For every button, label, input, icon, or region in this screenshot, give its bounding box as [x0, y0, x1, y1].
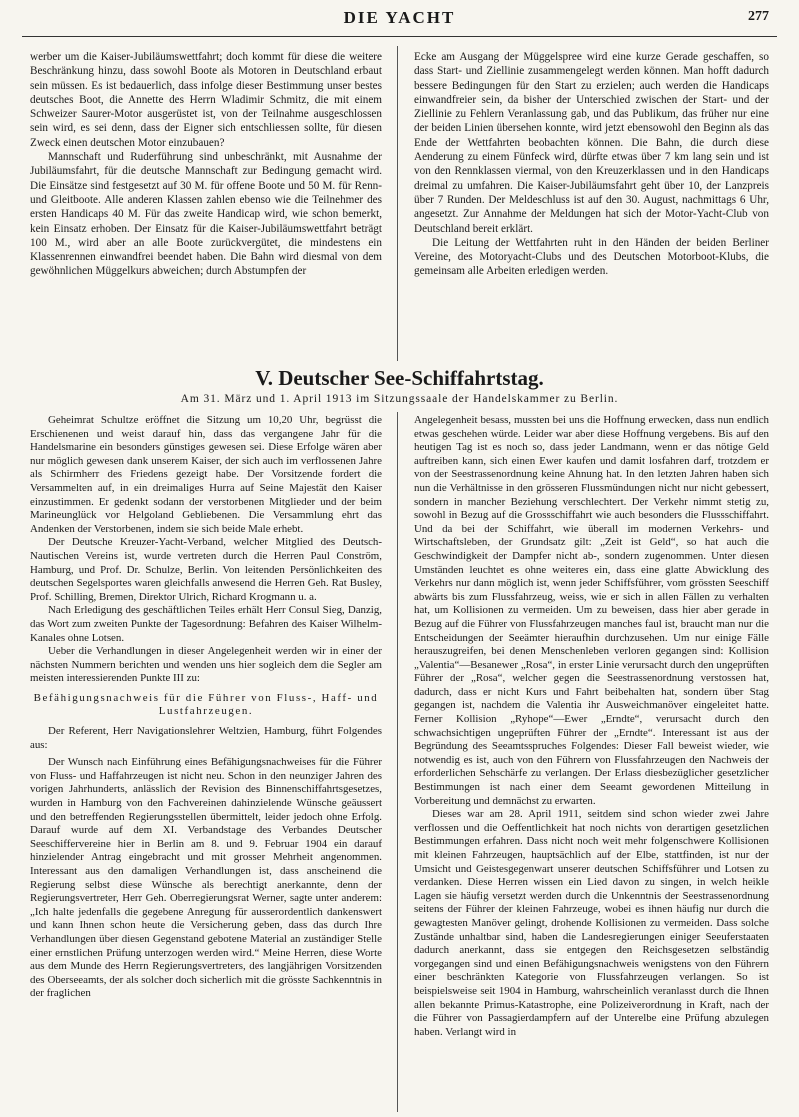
column-divider-top: [397, 46, 398, 361]
bottom-left-column: [30, 414, 382, 1001]
journal-title: DIE YACHT: [343, 8, 456, 27]
paragraph: Geheimrat Schultze eröffnet die Sitzung um 10,20 Uhr, begrüsst die Erschienenen und weist darauf hin, dass das vergangene Jahr für die Handelsmarine ein besonders günstiges gewesen sei. Diese Erfolge wären aber nur möglich gewesen dank unserem Kaiser, der sich auch im verflossenen Jahre als Schirmherr des Friedens gezeigt habe. Der Vorsitzende fordert die Versammelten auf, in ein dreimaliges Hurra auf Seine Majestät den Kaiser einzustimmen. Er gedenkt sodann der verstorbenen Mitglieder und der beim Marineunglück vor Helgoland Gebliebenen. Die Versammlung ehrt das Andenken der Verstorbenen, indem sie sich beide Male erhebt.: [30, 414, 382, 535]
section-title: V. Deutscher See-Schiffahrtstag.: [255, 366, 544, 390]
subheading: Befähigungsnachweis für die Führer von Fluss-, Haff- und Lustfahrzeugen.: [33, 691, 379, 718]
bottom-right-column: [414, 414, 769, 1039]
paragraph: Mannschaft und Ruderführung sind unbeschränkt, mit Ausnahme der Jubiläumsfahrt, für die deutsche Mannschaft zur Bedingung gemacht wird. Die Einsätze sind festgesetzt auf 30 M. für offene Boote und 50 M. für Renn- und Gleitboote. Alle anderen Klassen zahlen ebenso wie die Teilnehmer des ersten Handicaps 40 M. Für das zweite Handicap wird, wie schon bemerkt, kein Einsatz erhoben. Der Einsatz für die Kaiser-Jubiläumswettfahrt beträgt 100 M., wird aber an alle Boote zurückvergütet, die mindestens ein Klassenrennen einwandfrei beendet haben. Die Bahn wird diesmal von dem gewöhnlichen Müggelkurs abweichen; durch Abstumpfen der: [30, 151, 382, 278]
quoted-paragraph: Der Wunsch nach Einführung eines Befähigungsnachweises für die Führer von Fluss- und Haffahrzeugen ist nicht neu. Schon in den neunziger Jahren des vorigen Jahrhunderts, anlässlich der Revision des Binnenschiffahrtsgesetzes, wurden in Hamburg von den Fachvereinen dahinzielende Wünsche geäussert und den betreffenden Regierungsstellen übermittelt, leider jedoch ohne Erfolg. Darauf wurde auf dem XI. Verbandstage des Verbandes Deutscher Seeschiffervereine hier in Berlin am 8. und 9. Februar 1904 ein darauf hinzielender Antrag eingebracht und mit grosser Mehrheit angenommen. Interessant aus den damaligen Verhandlungen ist, dass anscheinend die Regierung selbst diese Wünsche als berechtigt anerkannte, denn der Regierungsvertreter, Herr Geh. Oberregierungsrat Werner, sagte unter anderem: „Ich halte jedenfalls die gegebene Anregung für ausserordentlich dankenswert und kann Ihnen schon heute die Versicherung geben, dass das durch Ihre Verhandlungen über diesen Gegenstand gebotene Material an zuständiger Stelle einer ernstlichen Prüfung unterzogen werden wird.“ Meine Herren, diese Worte aus dem Munde des Herrn Regierungsvertreters, des langjährigen Vorsitzenden des Oberseeamts, der als solcher doch sicherlich mit die grösste Sachkenntnis in der fraglichen: [30, 756, 382, 1000]
top-right-column: [414, 50, 769, 279]
paragraph: Nach Erledigung des geschäftlichen Teiles erhält Herr Consul Sieg, Danzig, das Wort zum zweiten Punkte der Tagesordnung: Befahren des Kaiser Wilhelm-Kanales ohne Lotsen.: [30, 604, 382, 644]
paragraph: Ecke am Ausgang der Müggelspree wird eine kurze Gerade geschaffen, so dass Start- und Ziellinie zusammengelegt werden können. Man hofft dadurch bessere Bedingungen für den Start zu erzielen; auch werden die Handicaps einwandfreier sein, da bisher der Unterschied zwischen der Start- und der Ziellinie zu Fehlern Veranlassung gab, und das Publikum, das früher nur eine der beiden Linien übersehen konnte, wird jetzt ebensowohl den Beginn als das Ende der Wettfahrten beobachten können. Die Bahn, die durch diese Aenderung zu einem Fünfeck wird, dürfte etwas über 7 km lang sein und ist von den Rennklassen viermal, von den Kreuzerklassen und in den Handicaps dreimal zu umfahren. Die Kaiser-Jubiläumsfahrt geht über 10, der Lanzpreis über 7 Runden. Der Meldeschluss ist auf den 30. August, nachmittags 6 Uhr, angesetzt. Zur Annahme der Meldungen hat sich der Motor-Yacht-Club von Deutschland bereit erklärt.: [414, 51, 769, 235]
page-header: [0, 8, 799, 34]
paragraph: werber um die Kaiser-Jubiläumswettfahrt; doch kommt für diese die weitere Beschränkung hinzu, dass sowohl Boote als Motoren in Deutschland erbaut sein müssen. Es ist bedauerlich, dass infolge dieser Bestimmung unser bestes deutsches Boot, die Annette des Herrn Wladimir Schmitz, die mit einem Schweizer Saurer-Motor ausgerüstet ist, von der Teilnahme ausgeschlossen sein wird, es sei denn, dass der Eigner sich entschliessen sollte, für diesen Zweck einen deutschen Motor einzubauen?: [30, 51, 382, 149]
paragraph: Angelegenheit besass, mussten bei uns die Hoffnung erwecken, dass nun endlich etwas geschehen würde. Leider war aber diese Hoffnung vergebens. Bis auf den heutigen Tag ist es noch so, dass jeder Landmann, wenn er das nötige Geld auftreiben kann, sich einen Ewer kaufen und damit losfahren darf, trotzdem er von der Seestrassenordnung keine Ahnung hat. In den letzten Jahren haben sich nun die Verhältnisse in den grösseren Flussmündungen nicht nur nicht gebessert, sondern in mancher Beziehung verschlechtert. Der Verkehr nimmt stetig zu, sowohl in Bezug auf die Grossschiffahrt wie auch besonders die Flussschiffahrt. Und da bei der Schiffahrt, wie überall im modernen Verkehrs- und Wirtschaftsleben, der Grundsatz gilt: „Zeit ist Geld“, so hat auch die Geschwindigkeit der Dampfer nicht ab-, sondern zugenommen. Unter diesen Umständen leuchtet es ohne weiteres ein, dass eine glatte Abwicklung des Verkehrs nur dann möglich ist, wenn jeder Schiffsführer, vom grössten Seeschiff abwärts bis zum Flussfahrzeug, weiss, wie er sich in allen Fällen zu verhalten hat, um Kollisionen zu vermeiden. Um zu beweisen, dass hier aber gerade in Bezug auf die Führer von Flussfahrzeugen manches faul ist, braucht man nur die Entscheidungen der Seeämter hieraufhin durchzusehen. Um nur einige Fälle herauszugreifen, bei denen Menschenleben verloren gegangen sind: Kollision „Valentia“—Besanewer „Rosa“, in erster Linie verursacht durch den ungeprüften Führer der „Rosa“, welcher gegen die Seestrassenordnung verstossen hat, dadurch, dass er nicht Kurs und Fahrt beibehalten hat, sondern über Stag gegangen ist, nachdem die Valentia ihr Ausweichmanöver eingeleitet hatte. Ferner Kollision „Ryhope“—Ewer „Erndte“, verursacht durch den schwachsichtigen ungeprüften Führer der „Erndte“. Interessant ist aus der Begründung des Seeamtsspruches Folgendes: Dieser Fall beweist wieder, wie notwendig es ist, auch von den Führern von Flussfahrzeugen den Nachweis der erforderlichen Sehschärfe zu verlangen. Der Erlass diesbezüglicher gesetzlicher Bestimmungen ist nach einer dem Seeamt gewordenen Mitteilung in Vorbereitung und demnächst zu erwarten.: [414, 414, 769, 807]
page-number: 277: [748, 9, 769, 24]
paragraph: Dieses war am 28. April 1911, seitdem sind schon wieder zwei Jahre verflossen und die Oeffentlichkeit hat noch nichts von derartigen gesetzlichen Bestimmungen erfahren. Dass nicht noch weit mehr folgenschwere Kollisionen mit kleinen Fahrzeugen, hauptsächlich auf der Elbe, stattfinden, ist nur der Umsicht und Geistesgegenwart unserer deutschen Schiffsführer und Lotsen zu verdanken. Diese Herren wissen ein Lied davon zu singen, in welch heikle Lagen sie häufig versetzt werden durch die Unkenntnis der Seestrassenordnung seitens der Führer der kleinen Fahrzeuge, wobei es ihnen häufig nur durch die gewagtesten Manöver gelingt, drohende Kollisionen zu vermeiden. Dass solche Zustände unhaltbar sind, haben die Landesregierungen einiger Seeuferstaaten dadurch anerkannt, dass sie entgegen den Reichsgesetzen selbständig vorgegangen sind und einen Befähigungsnachweis wenigstens von den Führern einer beschränkten Kategorie von Flussfahrzeugen verlangen. So ist beispielsweise seit 1904 in Hamburg, wahrscheinlich veranlasst durch die Ihnen allen bekannte Primus-Katastrophe, eine Polizeiverordnung in Kraft, nach der die Führer von Passagierdampfern auf der Unterelbe eine Prüfung abzulegen haben. Verlangt wird in: [414, 808, 769, 1038]
column-divider-bottom: [397, 412, 398, 1112]
paragraph: Der Deutsche Kreuzer-Yacht-Verband, welcher Mitglied des Deutsch-Nautischen Vereins ist, wurde vertreten durch die Herren Paul Conström, Hamburg, und Prof. Dr. Schulze, Berlin. Von leitenden Persönlichkeiten des deutschen Segelsportes waren gleichfalls anwesend die Herren Geh. Rat Busley, Prof. Schilling, Bremen, Direktor Ulrich, Richard Krogmann u. a.: [30, 536, 382, 603]
paragraph: Die Leitung der Wettfahrten ruht in den Händen der beiden Berliner Vereine, des Motoryacht-Clubs und des Deutschen Motorboot-Klubs, die gemeinsam alle Arbeiten erledigen werden.: [414, 236, 769, 278]
top-left-column: [30, 50, 382, 279]
paragraph: Ueber die Verhandlungen in dieser Angelegenheit werden wir in einer der nächsten Nummern berichten und wenden uns hier sogleich dem die Segler am meisten interessierenden Punkte III zu:: [30, 645, 382, 685]
section-subtitle: Am 31. März und 1. April 1913 im Sitzungssaale der Handelskammer zu Berlin.: [180, 393, 619, 405]
header-rule: [22, 36, 777, 37]
paragraph: Der Referent, Herr Navigationslehrer Weltzien, Hamburg, führt Folgendes aus:: [30, 725, 382, 751]
